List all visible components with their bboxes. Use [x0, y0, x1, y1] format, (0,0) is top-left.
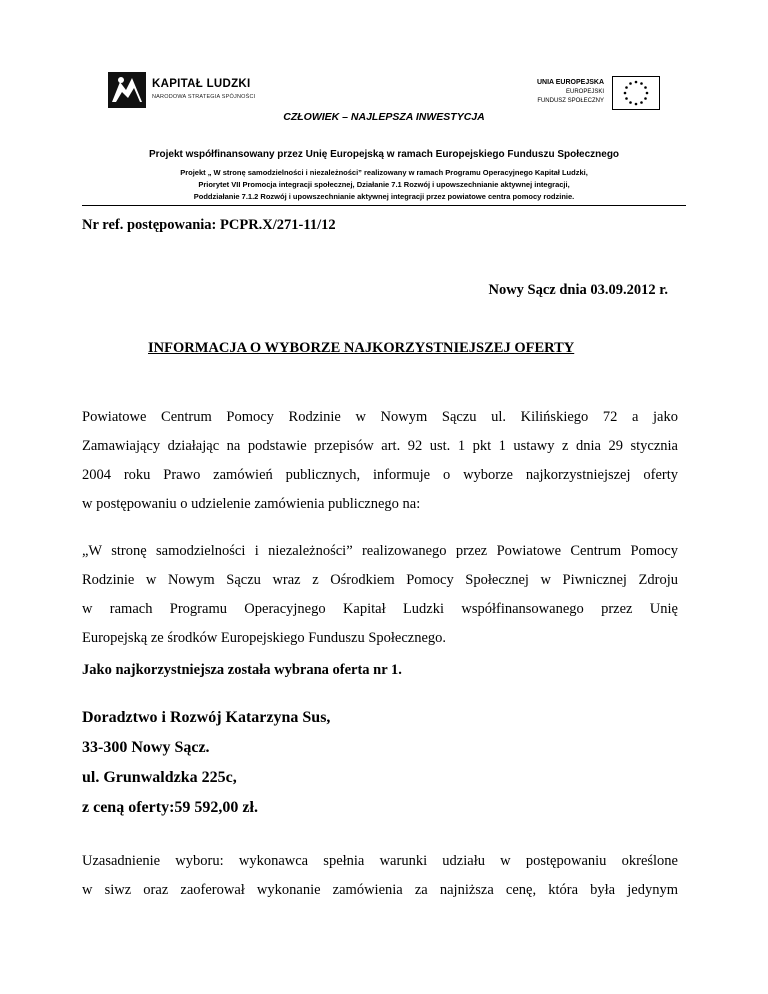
paragraph-line: „W stronę samodzielności i niezależności” realizowanego przez Powiatowe Centrum Pomocy: [82, 543, 678, 559]
eu-flag-icon: [612, 76, 660, 110]
winner-price: z ceną oferty:59 592,00 zł.: [82, 799, 258, 816]
eu-logo-line1: UNIA EUROPEJSKA: [536, 79, 604, 86]
paragraph-justification: [82, 851, 678, 909]
project-line: Poddziałanie 7.1.2 Rozwój i upowszechnianie aktywnej integracji przez powiatowe centra pomocy rodzinie.: [193, 192, 575, 201]
kapital-ludzki-logo-icon: [108, 72, 146, 108]
paragraph-line: Europejską ze środków Europejskiego Funduszu Społecznego.: [82, 630, 447, 646]
winner-name: Doradztwo i Rozwój Katarzyna Sus,: [82, 709, 331, 726]
paragraph-intro: [82, 407, 678, 523]
kl-logo-tagline: NARODOWA STRATEGIA SPÓJNOŚCI: [152, 94, 256, 100]
eu-logo-line3: FUNDUSZ SPOŁECZNY: [537, 98, 604, 104]
paragraph-project: [82, 541, 678, 657]
winner-street: ul. Grunwaldzka 225c,: [82, 769, 237, 786]
cofinancing-line: Projekt współfinansowany przez Unię Europejską w ramach Europejskiego Funduszu Społecznego: [148, 149, 620, 160]
project-line: Projekt „ W stronę samodzielności i niezależności” realizowany w ramach Programu Operacyjnego Kapitał Ludzki,: [180, 168, 588, 177]
paragraph-line: Rodzinie w Nowym Sączu wraz z Ośrodkiem Pomocy Społecznej w Piwnicznej Zdroju: [82, 572, 678, 588]
eu-logo-line2: EUROPEJSKI: [565, 89, 604, 95]
project-line: Priorytet VII Promocja integracji społecznej, Działanie 7.1 Rozwój i upowszechnianie aktywnej integracji,: [198, 180, 570, 189]
paragraph-line: w ramach Programu Operacyjnego Kapitał Ludzki współfinansowanego przez Unię: [82, 601, 678, 617]
paragraph-line: Uzasadnienie wyboru: wykonawca spełnia warunki udziału w postępowaniu określone: [82, 853, 678, 869]
paragraph-line: Zamawiający działając na podstawie przepisów art. 92 ust. 1 pkt 1 ustawy z dnia 29 stycznia: [82, 438, 678, 454]
reference-number: Nr ref. postępowania: PCPR.X/271-11/12: [82, 217, 336, 233]
paragraph-line: 2004 roku Prawo zamówień publicznych, informuje o wyborze najkorzystniejszej oferty: [82, 467, 678, 483]
header-divider: [82, 205, 686, 206]
paragraph-line: w postępowaniu o udzielenie zamówienia publicznego na:: [82, 496, 421, 512]
paragraph-line: w siwz oraz zaoferował wykonanie zamówienia za najniższa cenę, która była jedynym: [82, 882, 678, 898]
selected-offer: Jako najkorzystniejsza została wybrana oferta nr 1.: [82, 662, 402, 678]
kapital-ludzki-logo: [108, 72, 278, 108]
kl-logo-name: KAPITAŁ LUDZKI: [152, 78, 251, 90]
eu-logo: [510, 76, 660, 110]
winner-address: [82, 707, 330, 827]
project-description: [0, 167, 768, 203]
document-heading: INFORMACJA O WYBORZE NAJKORZYSTNIEJSZEJ OFERTY: [148, 340, 575, 356]
paragraph-line: Powiatowe Centrum Pomocy Rodzinie w Nowym Sączu ul. Kilińskiego 72 a jako: [82, 409, 678, 425]
slogan: CZŁOWIEK – NAJLEPSZA INWESTYCJA: [283, 111, 485, 123]
date-line: Nowy Sącz dnia 03.09.2012 r.: [488, 282, 668, 298]
winner-city: 33-300 Nowy Sącz.: [82, 739, 210, 756]
